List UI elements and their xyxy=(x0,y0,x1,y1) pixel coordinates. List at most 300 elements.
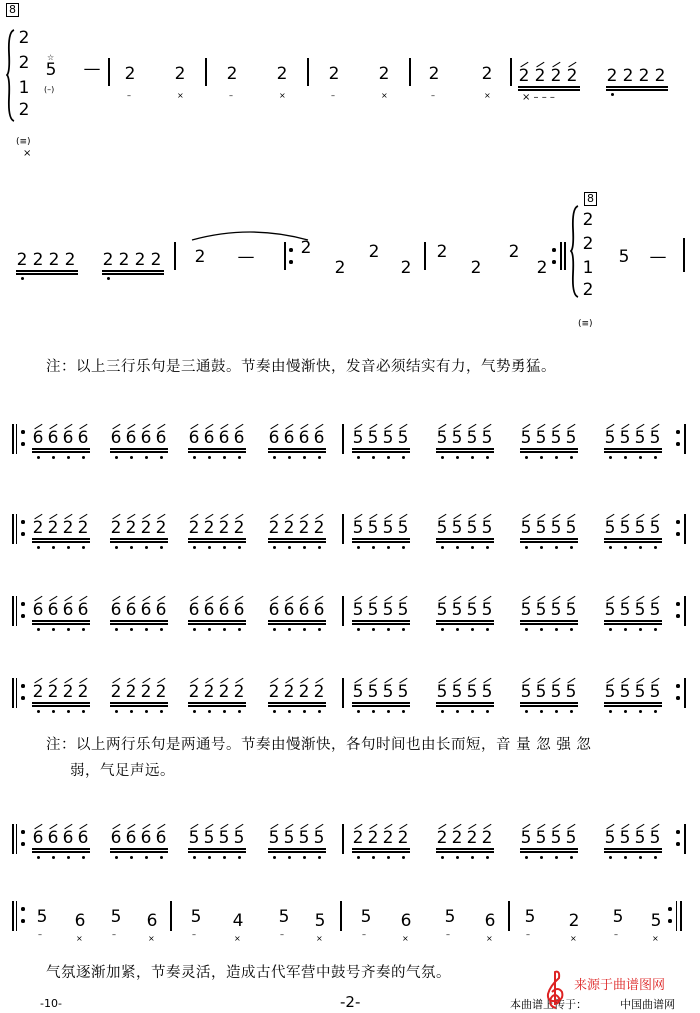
note: 5 xyxy=(397,428,409,448)
note: 2 xyxy=(226,64,238,84)
note: 5 xyxy=(110,907,122,927)
octave-dot xyxy=(193,546,196,549)
octave-dot xyxy=(624,856,627,859)
note: 5 xyxy=(451,428,463,448)
note: 2 xyxy=(283,518,295,538)
sixteenth-group xyxy=(188,822,252,862)
beam xyxy=(352,702,410,704)
note-2-line2: 弱，气足声远。 xyxy=(70,763,175,779)
octave-dot xyxy=(67,628,70,631)
octave-dot xyxy=(486,456,489,459)
note: 6 xyxy=(110,828,122,848)
note: 5 xyxy=(565,682,577,702)
mark: × xyxy=(177,91,184,100)
note: 5 xyxy=(360,907,372,927)
beam xyxy=(520,538,578,540)
note: 2 xyxy=(155,518,167,538)
octave-dot xyxy=(639,628,642,631)
sixteenth-group xyxy=(604,594,668,634)
footer-site: 中国曲谱网 xyxy=(620,998,675,1011)
beam xyxy=(32,448,90,450)
mark: × xyxy=(402,934,409,943)
beam xyxy=(352,620,410,622)
note: 2 xyxy=(638,66,650,86)
mark: × – – – xyxy=(522,92,555,103)
note: 5 xyxy=(367,518,379,538)
note: 5 xyxy=(619,828,631,848)
watermark: 来源于曲谱图网 xyxy=(574,978,666,993)
octave-dot xyxy=(570,456,573,459)
beam xyxy=(352,541,410,543)
brace-icon xyxy=(570,204,580,299)
beam xyxy=(520,851,578,853)
octave-dot xyxy=(441,456,444,459)
octave-dot xyxy=(67,856,70,859)
barline xyxy=(342,678,344,708)
note: 2 xyxy=(62,518,74,538)
sixteenth-group xyxy=(436,594,500,634)
octave-dot xyxy=(318,456,321,459)
beam xyxy=(32,702,90,704)
beam xyxy=(604,848,662,850)
note: 2 xyxy=(397,828,409,848)
octave-dot xyxy=(82,710,85,713)
octave-dot xyxy=(145,710,148,713)
octave-dot xyxy=(525,710,528,713)
beam xyxy=(110,623,168,625)
note: 6 xyxy=(203,428,215,448)
octave-dot xyxy=(238,710,241,713)
note: 2 xyxy=(140,682,152,702)
octave-dot xyxy=(223,710,226,713)
note: 5 xyxy=(397,682,409,702)
note: 2 xyxy=(150,250,162,270)
octave-dot xyxy=(37,456,40,459)
chord-mid: 2 xyxy=(582,234,594,254)
octave-dot xyxy=(288,456,291,459)
octave-dot xyxy=(486,628,489,631)
octave-dot xyxy=(130,628,133,631)
beam xyxy=(604,705,662,707)
note: 5 xyxy=(466,682,478,702)
octave-dot xyxy=(273,856,276,859)
note: 5 xyxy=(466,428,478,448)
octave-dot xyxy=(540,456,543,459)
sixteenth-group xyxy=(436,422,500,462)
octave-dot xyxy=(639,856,642,859)
note: 2 xyxy=(368,242,380,262)
chord-low2: 2 xyxy=(582,280,594,300)
note: 5 xyxy=(550,682,562,702)
beam xyxy=(110,538,168,540)
brace-icon xyxy=(6,28,16,123)
note: 2 xyxy=(606,66,618,86)
barline xyxy=(510,58,512,86)
octave-dot xyxy=(486,710,489,713)
note: 5 xyxy=(649,600,661,620)
dash: — xyxy=(237,247,255,267)
mark: – xyxy=(526,930,530,939)
note: 5 xyxy=(481,682,493,702)
note: 2 xyxy=(654,66,666,86)
barline xyxy=(12,824,14,854)
octave-dot xyxy=(145,456,148,459)
octave-dot xyxy=(540,710,543,713)
octave-dot xyxy=(555,856,558,859)
octave-dot xyxy=(639,710,642,713)
octave-dot xyxy=(525,546,528,549)
sixteenth-group xyxy=(604,822,668,862)
note: 6 xyxy=(218,600,230,620)
octave-dot xyxy=(318,546,321,549)
note: 6 xyxy=(125,600,137,620)
octave-dot xyxy=(223,546,226,549)
octave-dot xyxy=(37,856,40,859)
octave-dot xyxy=(223,628,226,631)
octave-dot xyxy=(402,456,405,459)
octave-dot xyxy=(130,546,133,549)
beam xyxy=(436,541,494,543)
note: 6 xyxy=(233,428,245,448)
sixteenth-group xyxy=(110,676,174,716)
note: 5 xyxy=(604,828,616,848)
beam xyxy=(268,448,326,450)
note: 6 xyxy=(140,428,152,448)
mark: – xyxy=(446,930,450,939)
octave-dot xyxy=(145,856,148,859)
beam xyxy=(436,623,494,625)
note: 6 xyxy=(188,428,200,448)
barline xyxy=(12,514,14,544)
note: 2 xyxy=(382,828,394,848)
note: 2 xyxy=(155,682,167,702)
beam xyxy=(352,705,410,707)
note: 2 xyxy=(428,64,440,84)
beam xyxy=(520,848,578,850)
sixteenth-group xyxy=(188,594,252,634)
barline xyxy=(12,678,14,708)
note: 6 xyxy=(283,428,295,448)
sixteenth-group xyxy=(268,676,332,716)
note: 2 xyxy=(550,66,562,86)
sixteenth-group xyxy=(268,422,332,462)
octave-dot xyxy=(208,856,211,859)
sixteenth-group xyxy=(188,422,252,462)
octave-dot xyxy=(357,546,360,549)
note: 6 xyxy=(125,828,137,848)
sixteenth-group xyxy=(32,594,96,634)
notation-row xyxy=(0,672,700,722)
note: 6 xyxy=(283,600,295,620)
note: 5 xyxy=(352,518,364,538)
note: 6 xyxy=(110,600,122,620)
note: 5 xyxy=(466,518,478,538)
note: 5 xyxy=(535,600,547,620)
barline xyxy=(342,596,344,626)
note-last: 5 xyxy=(618,247,630,267)
barline xyxy=(564,242,566,270)
beam xyxy=(352,851,410,853)
sixteenth-group xyxy=(188,676,252,716)
beam xyxy=(520,620,578,622)
note: 2 xyxy=(188,518,200,538)
note: 5 xyxy=(565,600,577,620)
mark: – xyxy=(362,930,366,939)
note: 5 xyxy=(367,600,379,620)
octave-dot xyxy=(624,710,627,713)
note: 5 xyxy=(604,518,616,538)
note: 2 xyxy=(194,247,206,267)
octave-dot xyxy=(238,856,241,859)
note: 6 xyxy=(32,828,44,848)
note: 2 xyxy=(276,64,288,84)
octave-dot xyxy=(303,546,306,549)
note-first: 5 xyxy=(45,60,57,80)
octave-dot xyxy=(555,628,558,631)
note: 5 xyxy=(550,828,562,848)
note: 5 xyxy=(524,907,536,927)
note: 5 xyxy=(649,428,661,448)
octave-dot xyxy=(654,856,657,859)
beam xyxy=(604,851,662,853)
barline xyxy=(16,678,17,708)
note: 5 xyxy=(481,518,493,538)
octave-dot xyxy=(303,710,306,713)
beam xyxy=(110,705,168,707)
octave-dot xyxy=(52,628,55,631)
barline xyxy=(684,678,686,708)
note: 2 xyxy=(218,682,230,702)
octave-dot xyxy=(82,456,85,459)
octave-dot xyxy=(52,546,55,549)
beam xyxy=(188,851,246,853)
beam xyxy=(32,851,90,853)
note: 5 xyxy=(367,428,379,448)
note: 6 xyxy=(77,600,89,620)
octave-dot xyxy=(357,628,360,631)
octave-dot xyxy=(372,628,375,631)
octave-dot xyxy=(160,546,163,549)
beam xyxy=(268,541,326,543)
note: 5 xyxy=(218,828,230,848)
beam xyxy=(268,623,326,625)
note: 5 xyxy=(278,907,290,927)
sixteenth-group xyxy=(520,422,584,462)
chord-low1: 1 xyxy=(18,78,30,98)
octave-dot xyxy=(67,710,70,713)
note: 2 xyxy=(481,828,493,848)
beam xyxy=(604,541,662,543)
barline xyxy=(108,58,110,86)
note: 6 xyxy=(188,600,200,620)
note: 2 xyxy=(566,66,578,86)
note: 2 xyxy=(32,682,44,702)
note: 5 xyxy=(649,682,661,702)
note: 2 xyxy=(536,258,548,278)
barline xyxy=(684,824,686,854)
octave-dot xyxy=(387,546,390,549)
sixteenth-group xyxy=(604,512,668,552)
note: 6 xyxy=(47,828,59,848)
note: 6 xyxy=(233,600,245,620)
note: 2 xyxy=(110,682,122,702)
note: 6 xyxy=(298,428,310,448)
octave-dot xyxy=(193,628,196,631)
octave-dot xyxy=(288,710,291,713)
octave-dot xyxy=(387,628,390,631)
note: 5 xyxy=(382,682,394,702)
note: 2 xyxy=(436,828,448,848)
note: 2 xyxy=(62,682,74,702)
beam xyxy=(436,448,494,450)
octave-dot xyxy=(654,710,657,713)
sixteenth-group xyxy=(32,422,96,462)
note: 6 xyxy=(62,600,74,620)
octave-dot xyxy=(115,546,118,549)
octave-dot xyxy=(357,856,360,859)
octave-dot xyxy=(654,546,657,549)
sixteenth-group xyxy=(352,422,416,462)
octave-dot xyxy=(402,628,405,631)
octave-dot xyxy=(441,710,444,713)
note: 5 xyxy=(436,518,448,538)
beam xyxy=(604,451,662,453)
note: 6 xyxy=(47,428,59,448)
note: 6 xyxy=(77,828,89,848)
note: 5 xyxy=(268,828,280,848)
note: 6 xyxy=(140,828,152,848)
sixteenth-group xyxy=(110,822,174,862)
octave-dot xyxy=(555,546,558,549)
note: 5 xyxy=(367,682,379,702)
octave-dot xyxy=(540,628,543,631)
beam xyxy=(32,451,90,453)
octave-dot xyxy=(145,546,148,549)
notation-row xyxy=(0,418,700,468)
note-first-paren: (–) xyxy=(44,85,55,94)
beam xyxy=(436,451,494,453)
beam xyxy=(436,848,494,850)
beam xyxy=(268,851,326,853)
octave-dot xyxy=(486,546,489,549)
note: 2 xyxy=(268,518,280,538)
note: 2 xyxy=(481,64,493,84)
note: 6 xyxy=(125,428,137,448)
note: 5 xyxy=(520,518,532,538)
note: 5 xyxy=(565,428,577,448)
dash: — xyxy=(83,59,101,79)
beam xyxy=(268,848,326,850)
dash: — xyxy=(649,247,667,267)
barline xyxy=(340,901,342,931)
octave-dot xyxy=(82,856,85,859)
mark: × xyxy=(484,91,491,100)
beam xyxy=(188,848,246,850)
note: 6 xyxy=(268,600,280,620)
note: 5 xyxy=(436,682,448,702)
octave-dot xyxy=(525,628,528,631)
mark: × xyxy=(76,934,83,943)
beam xyxy=(520,702,578,704)
beam xyxy=(436,705,494,707)
note: 5 xyxy=(604,682,616,702)
note: 5 xyxy=(634,600,646,620)
octave-dot xyxy=(372,856,375,859)
barline xyxy=(174,242,176,270)
barline xyxy=(16,901,17,931)
note: 2 xyxy=(298,518,310,538)
note: 6 xyxy=(110,428,122,448)
note: 2 xyxy=(378,64,390,84)
barline xyxy=(680,901,682,931)
notation-row xyxy=(0,590,700,640)
octave-dot xyxy=(115,856,118,859)
octave-dot xyxy=(160,628,163,631)
beam xyxy=(268,705,326,707)
beam xyxy=(110,620,168,622)
note: 2 xyxy=(188,682,200,702)
sixteenth-group xyxy=(352,512,416,552)
beam xyxy=(268,538,326,540)
note: 6 xyxy=(146,911,158,931)
beam xyxy=(268,620,326,622)
note: 2 xyxy=(313,518,325,538)
note: 6 xyxy=(62,828,74,848)
beam xyxy=(188,451,246,453)
section-marker: 8 xyxy=(584,192,597,206)
octave-dot xyxy=(441,856,444,859)
note: 6 xyxy=(47,600,59,620)
beam xyxy=(436,851,494,853)
sixteenth-group xyxy=(268,594,332,634)
octave-dot xyxy=(402,546,405,549)
note: 5 xyxy=(550,600,562,620)
beam xyxy=(352,623,410,625)
octave-dot xyxy=(609,628,612,631)
note: 2 xyxy=(203,518,215,538)
octave-dot xyxy=(639,456,642,459)
beam xyxy=(32,541,90,543)
note: 2 xyxy=(352,828,364,848)
page-number: -2- xyxy=(340,993,361,1011)
octave-dot xyxy=(52,456,55,459)
note: 5 xyxy=(535,828,547,848)
octave-dot xyxy=(238,546,241,549)
octave-dot xyxy=(223,456,226,459)
note: 5 xyxy=(397,518,409,538)
mark: × xyxy=(279,91,286,100)
octave-dot xyxy=(570,856,573,859)
sixteenth-group xyxy=(436,822,500,862)
octave-dot xyxy=(193,710,196,713)
octave-dot xyxy=(318,856,321,859)
beam xyxy=(110,848,168,850)
note: 5 xyxy=(619,600,631,620)
note: 5 xyxy=(451,518,463,538)
beam xyxy=(110,702,168,704)
note-3: 气氛逐渐加紧，节奏灵活，造成古代军营中鼓号齐奏的气氛。 xyxy=(46,965,451,981)
note: 2 xyxy=(268,682,280,702)
note: 5 xyxy=(203,828,215,848)
octave-dot xyxy=(357,456,360,459)
beam xyxy=(32,620,90,622)
barline xyxy=(342,824,344,854)
note: 2 xyxy=(64,250,76,270)
octave-dot xyxy=(208,456,211,459)
chord-low2: 2 xyxy=(18,100,30,120)
note: 5 xyxy=(649,518,661,538)
chord-mid: 2 xyxy=(18,53,30,73)
